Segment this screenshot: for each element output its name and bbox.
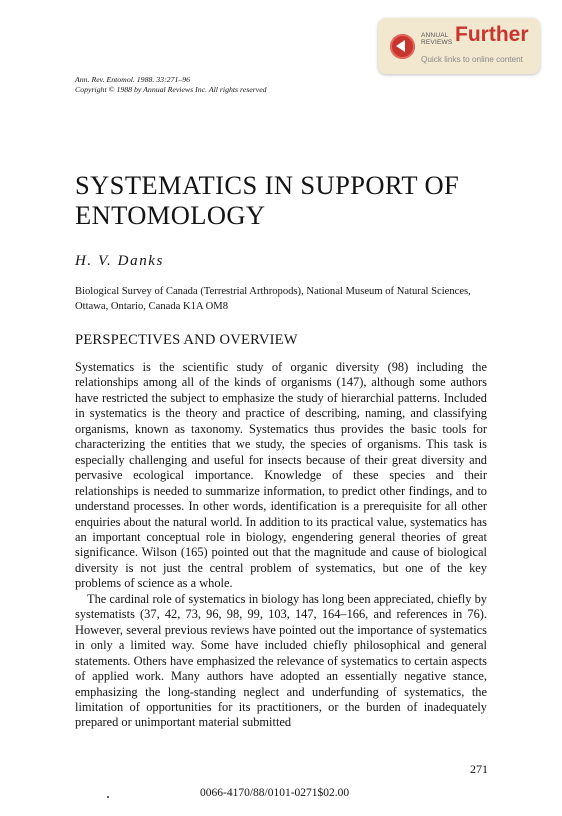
play-back-circle-icon <box>390 34 415 59</box>
copyright-code: 0066-4170/88/0101-0271$02.00 <box>200 787 350 799</box>
banner-tagline: Quick links to online content <box>421 55 523 64</box>
author-affiliation: Biological Survey of Canada (Terrestrial Arthropods), National Museum of Natural Sciences, Ottawa, Ontario, Canada K1A OM8 <box>75 286 471 312</box>
citation-line: Ann. Rev. Entomol. 1988. 33:271–96 <box>75 75 191 84</box>
further-label: Further <box>455 23 529 46</box>
article-title: SYSTEMATICS IN SUPPORT OF ENTOMOLOGY <box>75 170 460 230</box>
reviews-label: REVIEWS <box>421 39 453 46</box>
author-name: H. V. Danks <box>75 253 164 269</box>
annual-reviews-wordmark <box>421 32 452 46</box>
footer-dot <box>107 796 109 798</box>
page-number: 271 <box>470 762 488 776</box>
annual-label: ANNUAL <box>421 32 449 39</box>
annual-reviews-further-banner[interactable] <box>378 18 540 74</box>
section-body <box>75 360 487 731</box>
paragraph: Systematics is the scientific study of organic diversity (98) including the relationships among all of the kinds of organisms (147), although some authors have restricted the subject to emphasize the study of hierarchial patterns. Included in systematics is the theory and practice of describing, naming, and classifying organisms, known as taxonomy. Systematics thus provides the basic tools for characterizing the entities that we study, the species of organisms. This task is especially challenging and useful for insects because of their great diversity and pervasive ecological importance. Knowledge of these species and their relationships is needed to summarize information, to predict other findings, and to understand processes. In other words, identification is a prerequisite for all other enquiries about the natural world. In addition to its practical value, systematics has an important conceptual role in biology, engendering general theories of great significance. Wilson (165) pointed out that the magnitude and cause of biological diversity is not just the central problem of systematics, but one of the key problems of science as a whole. <box>75 360 487 591</box>
paragraph: The cardinal role of systematics in biology has long been appreciated, chiefly by systematists (37, 42, 73, 96, 98, 99, 103, 147, 164–166, and references in 76). However, several previous reviews have pointed out the importance of systematics in only a limited way. Some have included chiefly philosophical and general statements. Others have emphasized the relevance of systematics to certain aspects of applied work. Many authors have adopted an essentially negative stance, emphasizing the long-standing neglect and underfunding of systematics, the limitation of opportunities for its practitioners, or the burden of inadequately prepared or unimportant material submitted <box>75 591 487 730</box>
copyright-line: Copyright © 1988 by Annual Reviews Inc. All rights reserved <box>75 85 267 94</box>
journal-citation <box>75 75 267 95</box>
section-heading: PERSPECTIVES AND OVERVIEW <box>75 332 298 348</box>
